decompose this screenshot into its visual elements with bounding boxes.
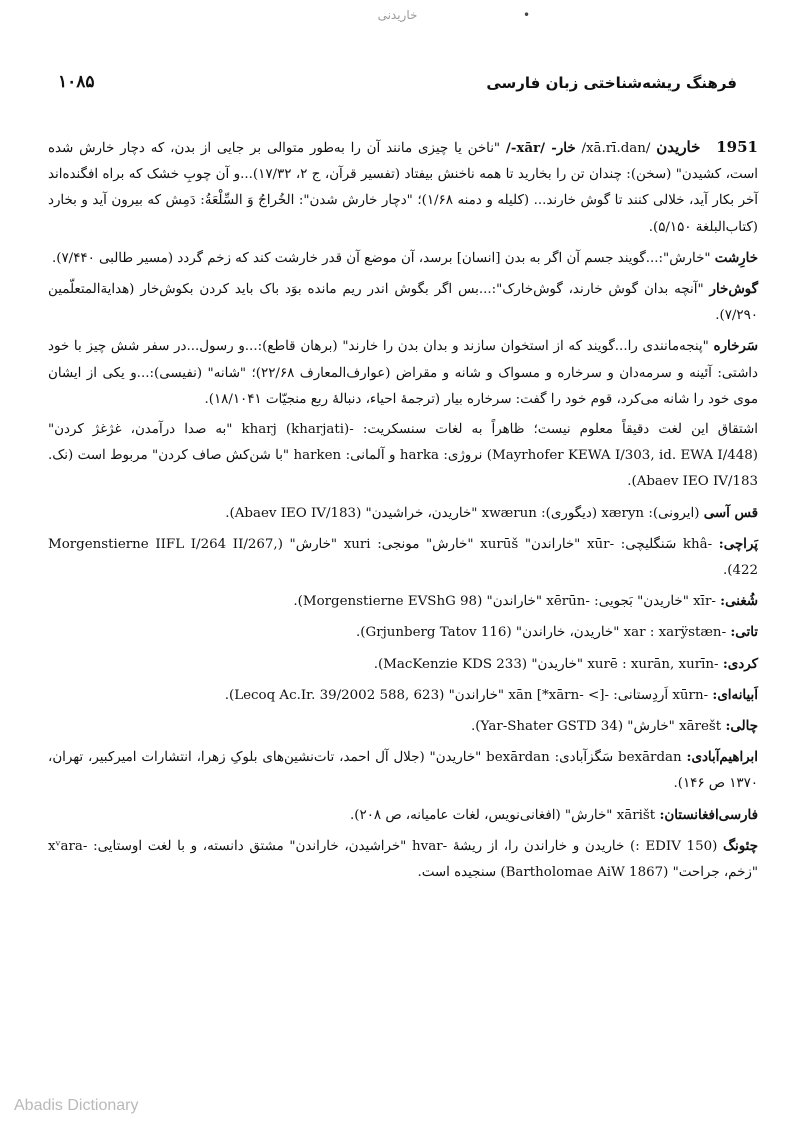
etymology-text: (EDIV 150 :) خاریدن و خاراندن را، از ریشهٔ -hvar "خراشیدن، خاراندن" مشتق دانسته، و با لغت اوستایی: -xᵛara "زخم، جراحت" (Bartholomae AiW 1867) سنجیده است. (48, 838, 758, 881)
subentry-head: خارِشت (714, 249, 758, 266)
etymology-line (48, 651, 758, 678)
etymology-text: اشتقاق این لغت دقیقاً معلوم نیست؛ ظاهراً به لغات سنسکریت: -kharj (kharjati) "به صدا درآمدن، غژغژ کردن" (Mayrhofer KEWA I/303, id. EWA I/448) نروژی: harka و آلمانی: harken "با شن‌کش صاف کردن" مربوط است (نک. Abaev IEO IV/183). (48, 422, 759, 490)
subentry-text: "پنجه‌مانندی را...گویند که از استخوان سازند و بدان بدن را خارند" (برهان قاطع):...و رسول...در سفر شش چیز با خود داشتی: آئینه و سرمه‌دان و سرخاره و مسواک و شانه و مقراض (عوارف‌المعارف ۲۲/۶۸)؛ "شانه" (نفیسی):...و یکی از ایشان موی خود را شانه می‌کرد، قوم خود را گفت: سرخاره بیار (ترجمهٔ احیاء، دنبالهٔ ربع منجیّات ۱۸/۱۰۴۱). (48, 339, 758, 407)
top-dot: • (523, 8, 531, 22)
definition: "ناخن یا چیزی مانند آن را به‌طور متوالی بر جایی از بدن، که دچار خارش شده است، کشیدن" (سخن): چندان تن را بخارید تا همه ناخنش بیفتاد (تفسیر قرآن، ج ۲، ۱۷/۳۲)...و آن چوبِ خشک که براه افگنده‌اند آخر بکار آید، خلالی کنند تا گوش خارند... (کلیله و دمنه ۱/۶۸)؛ "دچار خارش شدن": الخُراجُ وَ السِّلْعَةُ: دَمِش که بیرون آید و بخارد (کتاب‌البلغة ۵/۱۵۰). (48, 141, 758, 235)
subentry (48, 245, 758, 272)
etymology-text: xārišt "خارش" (افغانی‌نویس، لغات عامیانه، ص ۲۰۸). (350, 807, 656, 823)
etymology-line (48, 588, 758, 615)
subentry-text: "خارش":...گویند جسم آن اگر به بدن [انسان] برسد، آن موضع آن قدر خارشت کند که زخم گردد (مسیر طالبی ۷/۴۴۰). (52, 250, 711, 266)
subentry (48, 276, 758, 329)
etymology-text: -xurē : xurān, xurīn "خاریدن" (MacKenzie KDS 233). (373, 656, 719, 672)
entry-number: 1951 (716, 138, 758, 156)
headword: خاریدن (656, 138, 701, 156)
etymology-text: (ایرونی): xæryn (دیگوری): xwærun "خاریدن، خراشیدن" (Abaev IEO IV/183). (225, 505, 700, 521)
etymology-label: چئونگ (723, 837, 758, 854)
transcription: /xā.rī.dan/ (581, 141, 651, 156)
etymology-line (48, 682, 758, 709)
etymology-label: چالی: (725, 718, 758, 735)
etymology-label: پَراچی: (718, 535, 758, 552)
etymology-line (48, 500, 758, 527)
top-title: خاریدنی (377, 8, 418, 22)
etymology-label: اَبیانه‌ای: (712, 686, 758, 703)
etymology-line (48, 713, 758, 740)
subentry-head: سَرخاره (713, 338, 758, 355)
etymology-label: شُغنی: (720, 593, 758, 610)
etymology-line (48, 417, 758, 496)
subentry-head: گوش‌خار (709, 281, 758, 298)
watermark: Abadis Dictionary (14, 1097, 139, 1114)
etymology-line (48, 744, 758, 797)
etymology-label: تاتی: (730, 624, 758, 641)
etymology-label: کردی: (722, 655, 758, 672)
page-number: ۱۰۸۵ (58, 72, 95, 92)
etymology-text: xārešt "خارش" (Yar-Shater GSTD 34). (471, 719, 722, 735)
running-head: فرهنگ ریشه‌شناختی زبان فارسی (486, 74, 737, 92)
entry-body (48, 134, 758, 890)
etymology-line (48, 802, 758, 829)
etymology-label: فارسی‌افغانستان: (659, 806, 758, 823)
etymology-text: -xar : xarÿstæn "خاریدن، خاراندن" (Grjunberg Tatov 116). (356, 625, 727, 641)
etymology-text: bexārdan سَگزآبادی: bexārdan "خاریدن" (جلال آل احمد، تات‌نشین‌های بلوکِ زهرا، انتشارات امیرکبیر، تهران، ۱۳۷۰ ص ۱۴۶). (48, 750, 758, 792)
etymology-text: -xīr "خاریدن" بَجویی: -xērūn "خاراندن" (Morgenstierne EVShG 98). (293, 594, 716, 610)
etymology-text: -khâ سَنگلیچی: -xūr "خاراندن" xurūš "خارش" مونجی: xuri "خارش" (Morgenstierne IIFL I/264 II/267, 422). (48, 536, 758, 579)
etymology-line (48, 531, 758, 584)
stem: خار- /xār-/ (505, 140, 576, 156)
entry-main (48, 134, 758, 241)
etymology-label: قس آسی (703, 504, 758, 521)
etymology-line (48, 833, 758, 886)
etymology-text: -xūrn اَردِستانی: -xān [*xārn- <] "خاراندن" (Lecoq Ac.Ir. 39/2002 588, 623). (224, 687, 709, 703)
subentry (48, 333, 758, 413)
etymology-line (48, 619, 758, 646)
etymology-label: ابراهیم‌آبادی: (686, 749, 758, 766)
subentry-text: "آنچه بدان گوش خارند، گوش‌خارک":...بس اگر بگوش اندر ریم مانده بوَد باک باید کردن بکوش‌خار (هدایة‌المتعلّمین ۷/۲۹۰). (48, 282, 758, 324)
